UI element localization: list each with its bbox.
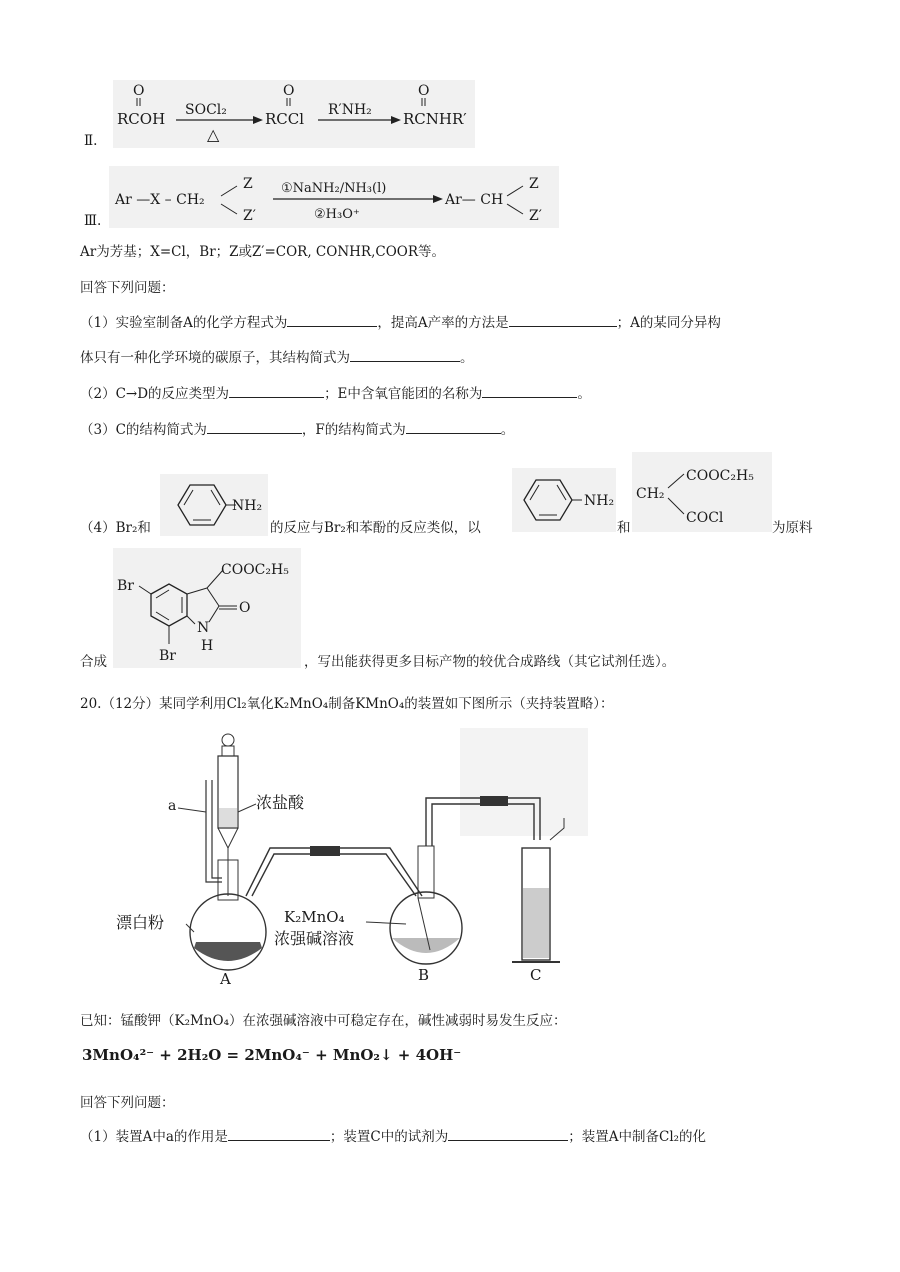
rxn2-reagent2: R′NH₂	[328, 102, 372, 118]
label-a: a	[168, 798, 177, 814]
rxn2-o2: O	[283, 83, 295, 99]
h-label: H	[201, 638, 214, 654]
benzene-ring-icon	[160, 474, 268, 536]
answer-blank[interactable]	[229, 385, 324, 398]
rxn3-right: Ar— CH	[445, 192, 504, 208]
label-bleach: 漂白粉	[116, 913, 165, 932]
question-2: （2）C→D的反应类型为 ；E中含氧官能团的名称为 。	[80, 386, 591, 402]
nh2-label: NH₂	[232, 498, 263, 514]
br-bottom-label: Br	[159, 648, 176, 664]
equation: 3MnO₄²⁻ + 2H₂O = 2MnO₄⁻ + MnO₂↓ + 4OH⁻	[82, 1046, 462, 1064]
aniline-structure-2	[512, 468, 616, 532]
malonyl-svg	[632, 452, 772, 532]
answer-blank[interactable]	[228, 1128, 330, 1141]
answer-blank[interactable]	[406, 421, 501, 434]
rxn3-z-prime: Z′	[243, 208, 256, 224]
label-k2mno4: K₂MnO₄	[284, 908, 345, 926]
cocl-label: COCl	[686, 510, 724, 526]
n-label: N	[197, 620, 210, 636]
rxn3-z2-prime: Z′	[529, 208, 542, 224]
rxn3-reagent-bottom: ②H₃O⁺	[314, 207, 360, 222]
br-top-label: Br	[117, 578, 134, 594]
label-b-flask: B	[418, 966, 430, 984]
question-20-1: （1）装置A中a的作用是 ；装置C中的试剂为 ；装置A中制备Cl₂的化	[80, 1129, 707, 1145]
rxn3-z: Z	[243, 176, 253, 192]
rxn2-product: RCNHR′	[403, 110, 467, 128]
label-c-cylinder: C	[530, 966, 542, 984]
aniline-structure-1	[160, 474, 268, 536]
benzene-ring-icon	[512, 468, 616, 532]
apparatus-diagram	[116, 728, 600, 990]
question-4-c: 和	[617, 520, 631, 536]
rxn3-reagent-top: ①NaNH₂/NH₃(l)	[281, 181, 387, 196]
rxn2-o3: O	[418, 83, 430, 99]
question-3: （3）C的结构简式为 ，F的结构简式为 。	[80, 422, 515, 438]
reaction-ii-label: Ⅱ.	[84, 133, 98, 149]
o-label: O	[239, 600, 251, 616]
target-structure	[113, 548, 301, 668]
question-4-target-a: 合成	[80, 654, 107, 670]
malonyl-structure	[632, 452, 772, 532]
answer-blank[interactable]	[448, 1128, 568, 1141]
target-svg	[113, 548, 301, 668]
question-1-line-2: 体只有一种化学环境的碳原子，其结构简式为 。	[80, 350, 474, 366]
question-4-d: 为原料	[772, 520, 813, 536]
rxn2-reactant: RCOH	[117, 110, 166, 128]
rxn2-reagent-top: SOCl₂	[185, 102, 227, 118]
question-20-title: 20.（12分）某同学利用Cl₂氧化K₂MnO₄制备KMnO₄的装置如下图所示（夹持装置略）：	[80, 696, 614, 712]
answer-prompt-2: 回答下列问题：	[80, 1095, 175, 1111]
rxn3-left: Ar —X – CH₂	[115, 192, 205, 208]
label-hcl: 浓盐酸	[256, 793, 305, 812]
answer-blank[interactable]	[509, 314, 617, 327]
answer-blank[interactable]	[350, 349, 460, 362]
reaction-ii-scheme	[113, 80, 475, 148]
answer-blank[interactable]	[482, 385, 577, 398]
cooc2h5-label: COOC₂H₅	[686, 468, 754, 484]
label-alkali: 浓强碱溶液	[274, 929, 355, 948]
label-a-flask: A	[220, 970, 231, 988]
ch2-label: CH₂	[636, 486, 665, 502]
rxn2-intermediate: RCCl	[265, 110, 305, 128]
question-4-b: 的反应与Br₂和苯酚的反应类似，以	[270, 520, 481, 536]
reaction-iii-scheme	[109, 166, 559, 228]
question-4-target-b: ，写出能获得更多目标产物的较优合成路线（其它试剂任选）。	[304, 654, 676, 670]
rxn2-o1: O	[133, 83, 145, 99]
rxn3-z2: Z	[529, 176, 539, 192]
answer-blank[interactable]	[207, 421, 302, 434]
aryl-note: Ar为芳基；X=Cl，Br；Z或Z′=COR, CONHR,COOR等。	[80, 244, 445, 260]
rxn2-reagent-bottom: △	[207, 125, 220, 144]
ester-label: COOC₂H₅	[221, 562, 289, 578]
answer-blank[interactable]	[287, 314, 377, 327]
reaction-iii-label: Ⅲ.	[84, 213, 102, 229]
answer-prompt-1: 回答下列问题：	[80, 280, 175, 296]
nh2-label: NH₂	[584, 493, 615, 509]
question-1-line-1: （1）实验室制备A的化学方程式为 ，提高A产率的方法是 ；A的某同分异构	[80, 315, 721, 331]
question-4-a: （4）Br₂和	[80, 520, 151, 536]
known-info: 已知：锰酸钾（K₂MnO₄）在浓强碱溶液中可稳定存在，碱性减弱时易发生反应：	[80, 1013, 567, 1029]
